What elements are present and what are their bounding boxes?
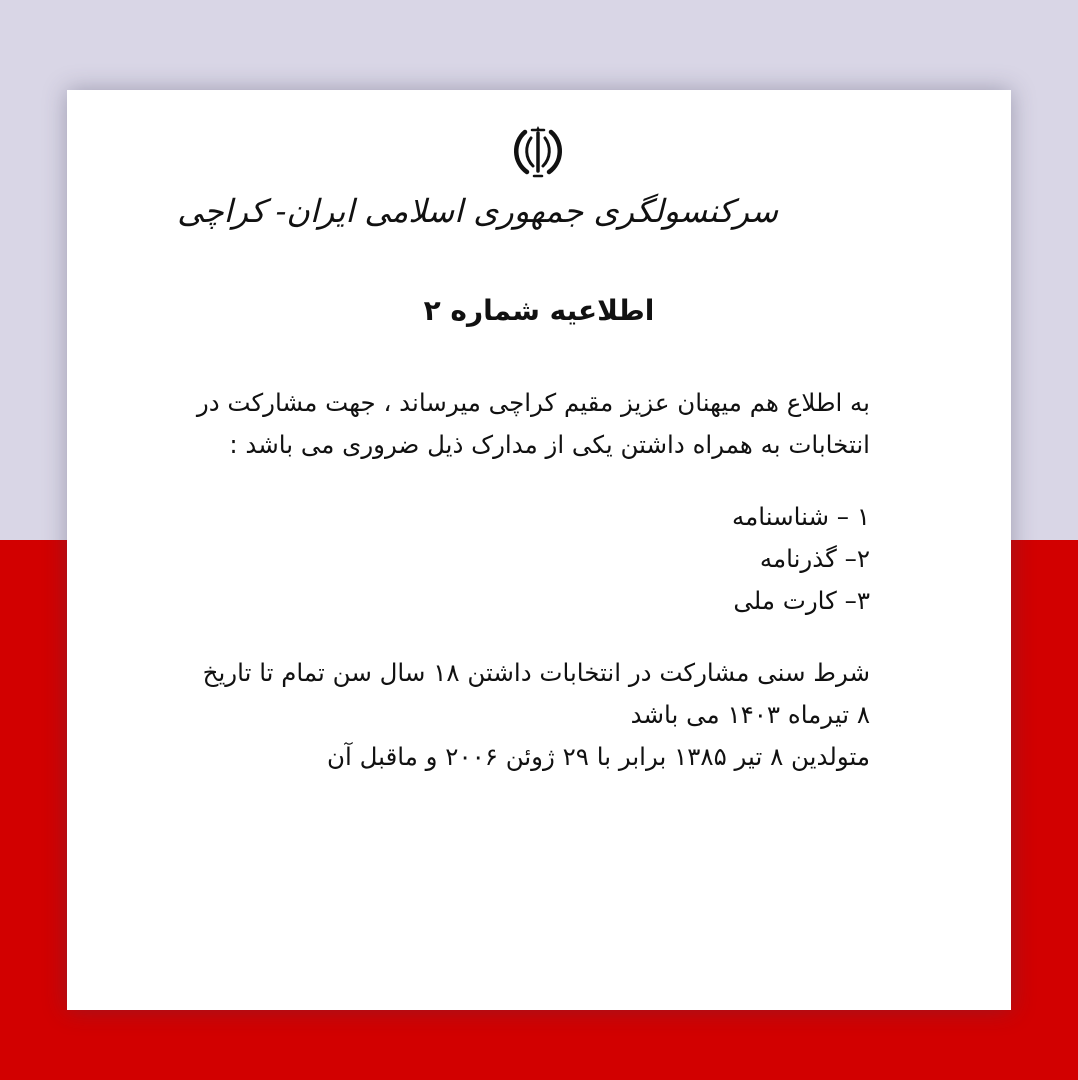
notice-intro: به اطلاع هم میهنان عزیز مقیم کراچی میرساند ، جهت مشارکت در انتخابات به همراه داشتن یکی از مدارک ذیل ضروری می باشد : xyxy=(196,388,870,459)
list-item-birth-certificate: ۱ – شناسنامه xyxy=(731,502,870,531)
consulate-name: سرکنسولگری جمهوری اسلامی ایران- کراچی xyxy=(177,192,778,230)
paragraph-spacer xyxy=(196,622,870,652)
list-item-passport: ۲– گذرنامه xyxy=(759,544,870,573)
paragraph-spacer xyxy=(196,466,870,496)
notice-title: اطلاعیه شماره ۲ xyxy=(423,294,655,327)
list-item-national-card: ۳– کارت ملی xyxy=(733,586,870,615)
iran-emblem-icon xyxy=(508,124,568,180)
required-documents-list xyxy=(196,496,870,622)
birth-date-condition: متولدین ۸ تیر ۱۳۸۵ برابر با ۲۹ ژوئن ۲۰۰۶ و ماقبل آن xyxy=(327,742,870,771)
notice-body xyxy=(196,382,870,778)
age-condition: شرط سنی مشارکت در انتخابات داشتن ۱۸ سال سن تمام تا تاریخ ۸ تیرماه ۱۴۰۳ می باشد xyxy=(202,658,870,729)
